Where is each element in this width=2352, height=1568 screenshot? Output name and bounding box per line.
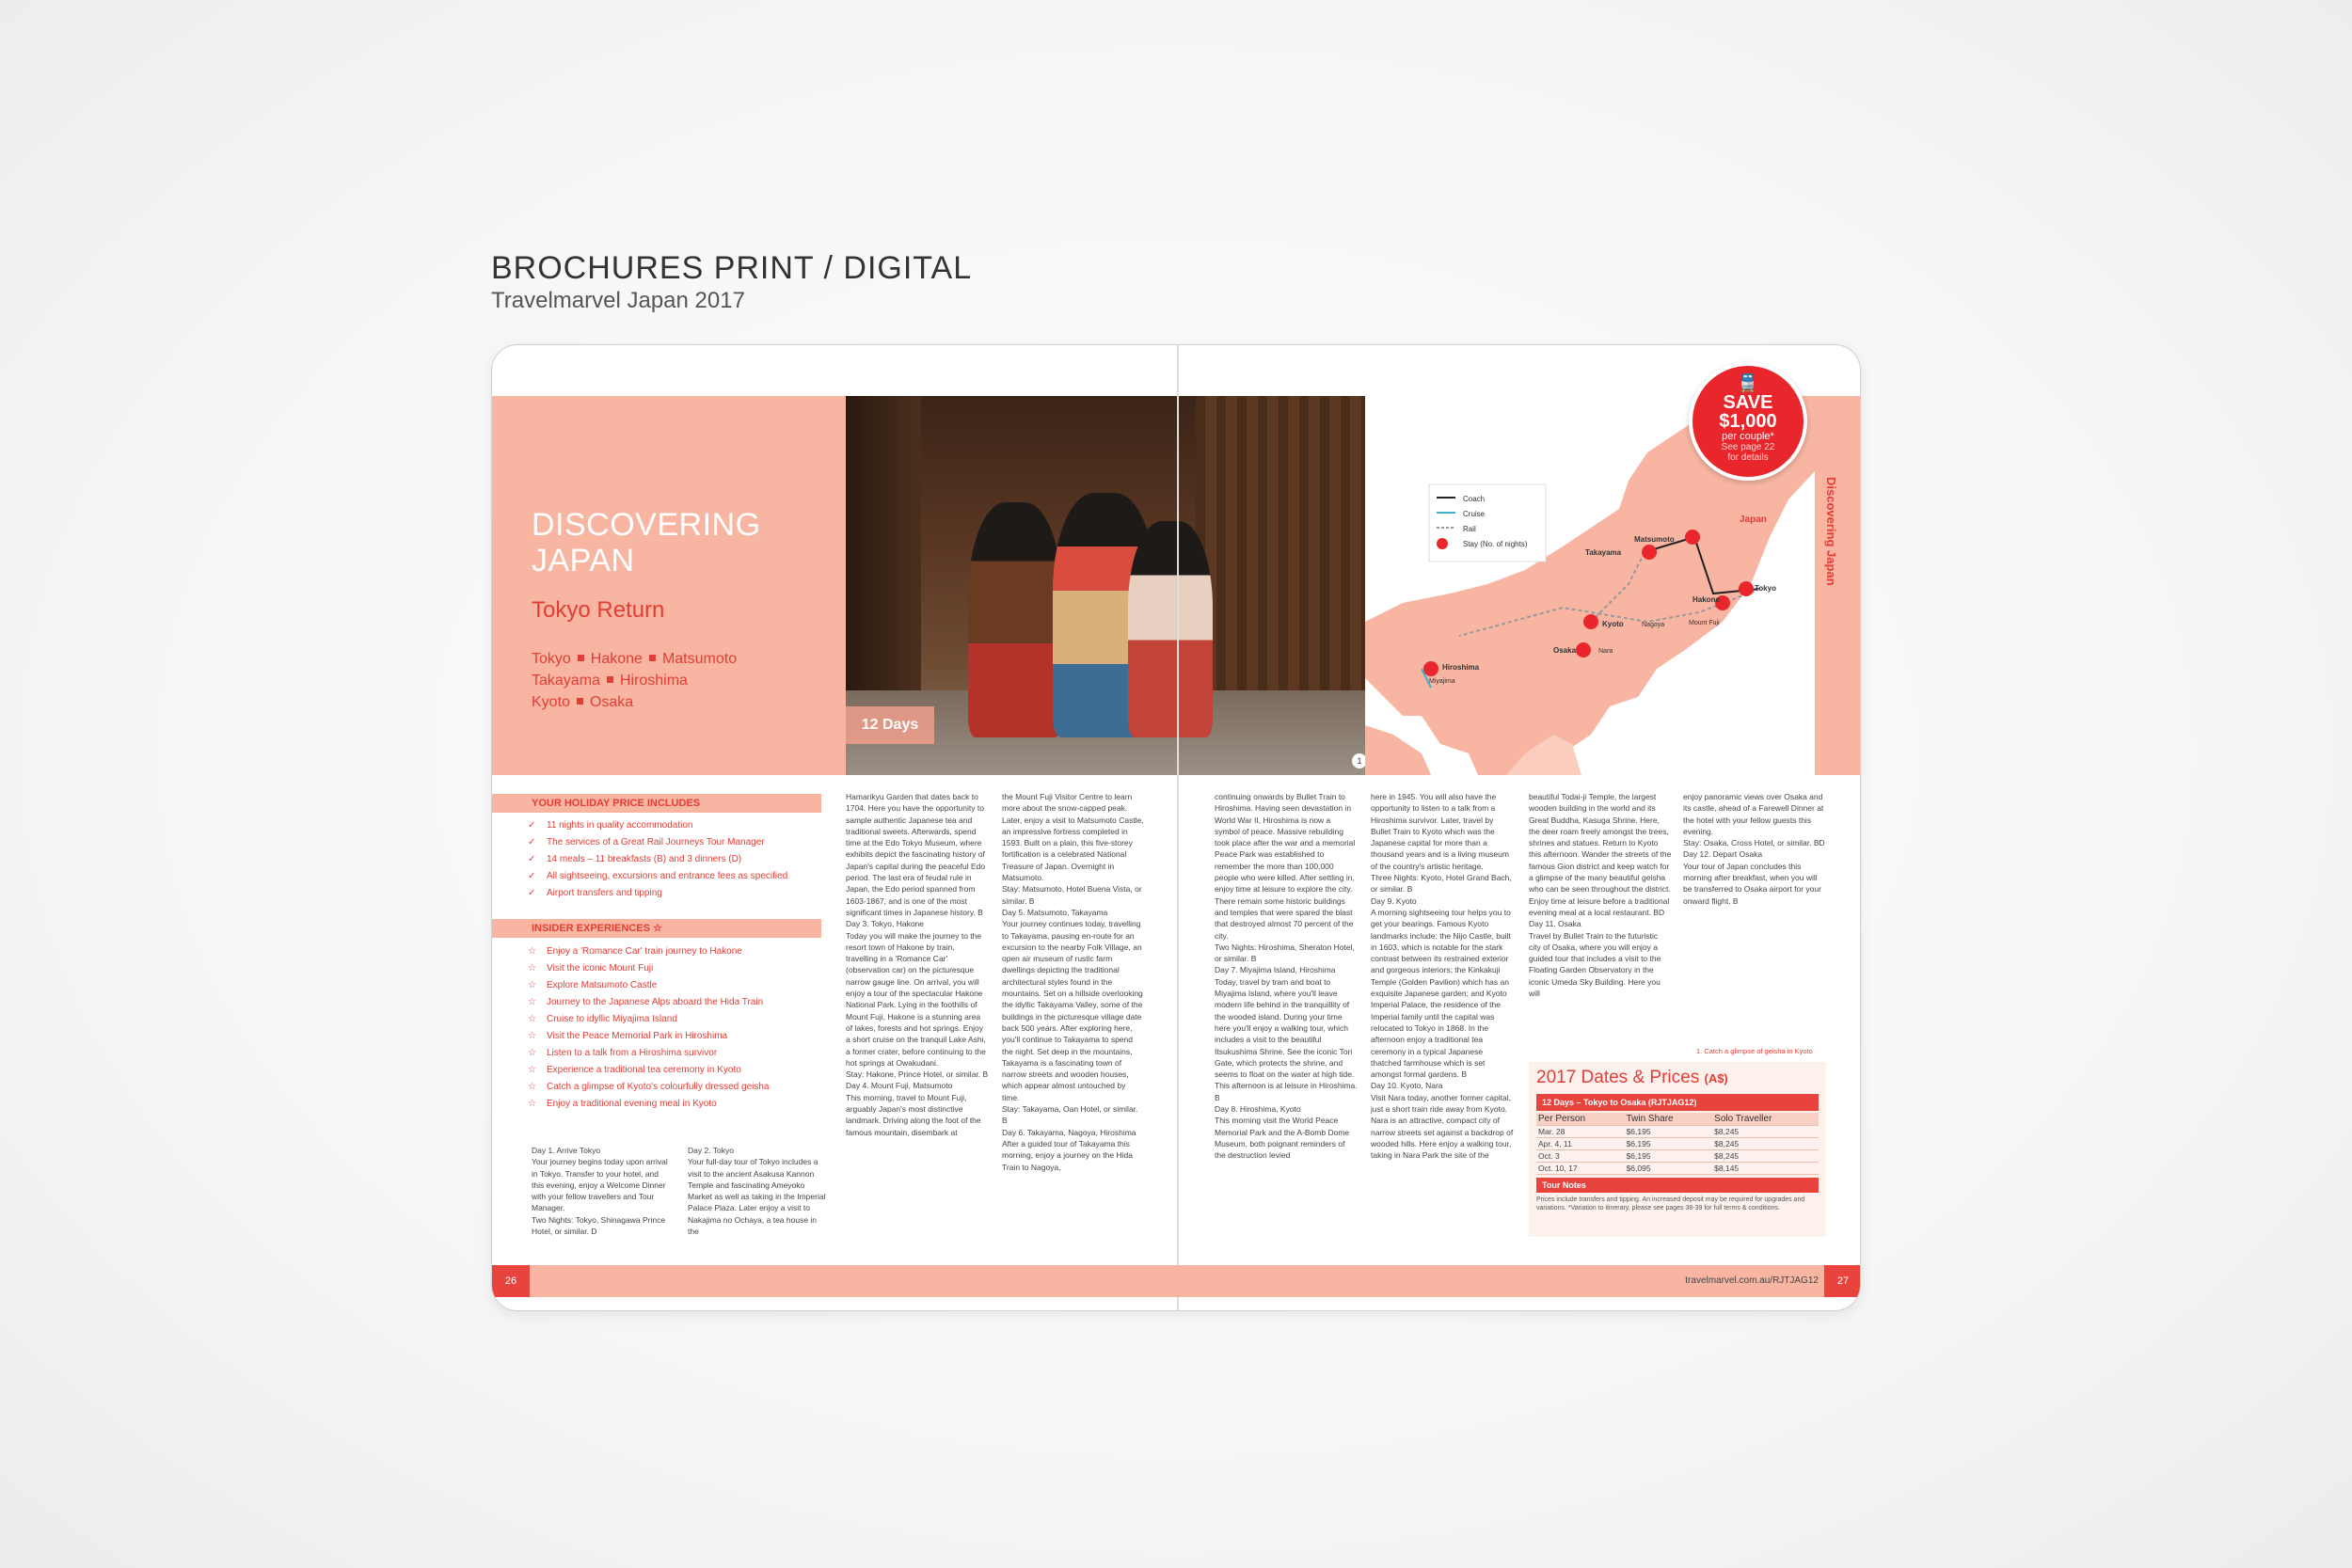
itinerary-col-3: Hamarikyu Garden that dates back to 1704. Here you have the opportunity to sample authentic Japanese tea and traditional sweets. Afterwards, spend time at the Edo Tokyo Museum, where exhibits depict the fascinating history of Japan's capital during the peaceful Edo period. The last era of feudal rule in Japan, the Edo period spanned from 1603-1867, and is one of the most significant times in Japanese history. B Day 3. Tokyo, Hakone Today you will make the journey to the resort town of Hakone by train, travelling in a 'Romance Car' (observation car) on the picturesque narrow gauge line. On arrival, you will enjoy a tour of the spectacular Hakone National Park. Lying in the foothills of Mount Fuji, Hakone is a stunning area of lakes, forests and hot springs. Enjoy a short cruise on the tranquil Lake Ashi, a former crater, before continuing to the hot springs at Owakudani. Stay: Hakone, Prince Hotel, or similar. B Day 4. Mount Fuji, Matsumoto This morning, travel to Mount Fuji, arguably Japan's most distinctive landmark. Driving along the foot of the famous mountain, disembark at bbox=[846, 792, 989, 1137]
check-icon: ✓ bbox=[528, 871, 536, 881]
tour-row: 12 Days – Tokyo to Osaka (RJTJAG12) bbox=[1536, 1094, 1819, 1111]
includes-list bbox=[528, 817, 838, 902]
star-icon: ☆ bbox=[652, 923, 662, 934]
itinerary-col-2: Day 2. Tokyo Your full-day tour of Tokyo includes a visit to the ancient Asakusa Kannon Temple and fascinating Ameyoko Market as well as taking in the Imperial Palace Plaza. Later enjoy a visit to Nakajima no Ochaya, a tea house in the bbox=[688, 1146, 826, 1237]
itinerary-col-7: beautiful Todai-ji Temple, the largest wooden building in the world and its Great Buddha, Kasuga Shrine. Here, the deer roam freely amongst the trees, shrines and statues. Return to Kyoto this afternoon. Wander the streets of the famous Gion district and keep watch for a glimpse of the many beautiful geisha who can be seen throughout the district. Enjoy time at leisure before a traditional evening meal at a local restaurant. BD Day 11. Osaka Travel by Bullet Train to the futuristic city of Osaka, where you will enjoy a guided tour that includes a visit to the Floating Garden Observatory in the iconic Umeda Sky Building. Here you will bbox=[1529, 792, 1672, 999]
list-item: ☆ Enjoy a traditional evening meal in Kyoto bbox=[528, 1096, 838, 1113]
list-item: ✓ The services of a Great Rail Journeys Tour Manager bbox=[528, 834, 838, 851]
insider-heading: INSIDER EXPERIENCES ☆ bbox=[492, 919, 821, 938]
list-item: ☆ Journey to the Japanese Alps aboard the Hida Train bbox=[528, 994, 838, 1011]
city-name: Hakone bbox=[590, 651, 643, 667]
table-header: Per Person Twin Share Solo Traveller bbox=[1536, 1113, 1819, 1126]
star-icon: ☆ bbox=[528, 980, 536, 990]
map-label: Hakone bbox=[1692, 595, 1720, 604]
list-item: ✓ 11 nights in quality accommodation bbox=[528, 817, 838, 834]
map-label: Mount Fuji bbox=[1689, 620, 1720, 626]
table-row: Oct. 3 $6,195 $8,245 bbox=[1536, 1150, 1819, 1163]
star-icon: ☆ bbox=[528, 997, 536, 1007]
side-band-label: Discovering Japan bbox=[1824, 477, 1838, 586]
table-row: Oct. 10, 17 $6,095 $8,145 bbox=[1536, 1163, 1819, 1175]
list-item: ☆ Cruise to idyllic Miyajima Island bbox=[528, 1011, 838, 1028]
geisha-figure bbox=[968, 502, 1062, 737]
list-item: ✓ 14 meals – 11 breakfasts (B) and 3 dinners (D) bbox=[528, 851, 838, 868]
map-label: Nagoya bbox=[1642, 622, 1665, 628]
map-label: Tokyo bbox=[1755, 584, 1776, 593]
check-icon: ✓ bbox=[528, 837, 536, 847]
map-label: Takayama bbox=[1585, 548, 1622, 557]
map-label: Kyoto bbox=[1602, 620, 1624, 628]
page-title: BROCHURES PRINT / DIGITAL bbox=[491, 250, 973, 286]
list-item: ✓ All sightseeing, excursions and entrance fees as specified bbox=[528, 868, 838, 885]
list-item: ☆ Explore Matsumoto Castle bbox=[528, 977, 838, 994]
prices-title: 2017 Dates & Prices (A$) bbox=[1536, 1068, 1728, 1087]
insider-list bbox=[528, 943, 838, 1113]
geisha-figure bbox=[1128, 521, 1213, 737]
list-item: ☆ Catch a glimpse of Kyoto's colourfully dressed geisha bbox=[528, 1079, 838, 1096]
list-item: ✓ Airport transfers and tipping bbox=[528, 885, 838, 902]
star-icon: ☆ bbox=[528, 946, 536, 957]
list-item: ☆ Enjoy a 'Romance Car' train journey to Hakone bbox=[528, 943, 838, 960]
hero-route: Tokyo Return bbox=[532, 597, 665, 623]
hero-title: DISCOVERING JAPAN bbox=[532, 507, 761, 578]
page-number-left: 26 bbox=[492, 1265, 530, 1297]
city-name: Hiroshima bbox=[619, 673, 688, 689]
separator-square-icon bbox=[578, 655, 584, 661]
page-subtitle: Travelmarvel Japan 2017 bbox=[491, 288, 745, 313]
check-icon: ✓ bbox=[528, 820, 536, 831]
table-row: Mar. 28 $6,195 $8,245 bbox=[1536, 1126, 1819, 1138]
list-item: ☆ Visit the Peace Memorial Park in Hiroshima bbox=[528, 1028, 838, 1045]
svg-text:Japan: Japan bbox=[1740, 515, 1767, 525]
city-name: Osaka bbox=[589, 694, 634, 710]
star-icon: ☆ bbox=[528, 1099, 536, 1109]
itinerary-col-4: the Mount Fuji Visitor Centre to learn more about the snow-capped peak. Later, enjoy a visit to Matsumoto Castle, an impressive fortress completed in 1593. Built on a plain, this five-storey fortification is a celebrated National Treasure of Japan. Overnight in Matsumoto. Stay: Matsumoto, Hotel Buena Vista, or similar. B Day 5. Matsumoto, Takayama Your journey continues today, travelling to Takayama, pausing en-route for an excursion to the nearby Folk Village, an open air museum of rustic farm dwellings depicting the traditional architectural styles found in the mountains. Set on a hillside overlooking the idyllic Takayama Valley, some of the buildings in the picturesque village date back 500 years. After exploring here, you'll continue to Takayama to spend the night. Set deep in the mountains, Takayama is a fascinating town of narrow streets and wooden houses, which appear almost untouched by time. Stay: Takayama, Oan Hotel, or similar. B Day 6. Takayama, Nagoya, Hiroshima After a guided tour of Takayama this morning, enjoy a journey on the Hida Train to Nagoya, bbox=[1002, 792, 1144, 1172]
map-label: Osaka bbox=[1553, 646, 1577, 655]
tour-notes-heading: Tour Notes bbox=[1536, 1178, 1819, 1193]
itinerary-col-1: Day 1. Arrive Tokyo Your journey begins today upon arrival in Tokyo. Transfer to your hotel, and this evening, enjoy a Welcome Dinner with your fellow travellers and Tour Manager. Two Nights: Tokyo, Shinagawa Prince Hotel, or similar. D bbox=[532, 1146, 668, 1237]
city-name: Matsumoto bbox=[661, 651, 738, 667]
city-name: Kyoto bbox=[532, 694, 570, 710]
prices-table bbox=[1536, 1113, 1819, 1175]
star-icon: ☆ bbox=[528, 1082, 536, 1092]
list-item: ☆ Visit the iconic Mount Fuji bbox=[528, 960, 838, 977]
tour-notes-text: Prices include transfers and tipping. An increased deposit may be required for upgrades and variations. *Variation to itinerary, please see pages 38-39 for full terms & conditions. bbox=[1536, 1196, 1805, 1212]
hero-panel bbox=[492, 396, 846, 775]
star-icon: ☆ bbox=[528, 1065, 536, 1075]
city-name: Takayama bbox=[532, 673, 600, 689]
itinerary-col-5: continuing onwards by Bullet Train to Hiroshima. Having seen devastation in World War II, Hiroshima is now a symbol of peace. Massive rebuilding took place after the war and a memorial Peace Park was established to remember the more than 100,000 people who were killed. After settling in, enjoy time at leisure to explore the city. There remain some historic buildings and temples that were spared the blast that destroyed almost 70 percent of the city. Two Nights: Hiroshima, Sheraton Hotel, or similar. B Day 7. Miyajima Island, Hiroshima Today, travel by tram and boat to Miyajima Island, where you'll leave modern life behind in the tranquillity of the wooded island. During your time here you'll enjoy a walking tour, which includes a visit to the beautiful Itsukushima Shrine. See the iconic Tori Gate, which protects the shrine, and seems to float on the water at high tide. This afternoon is at leisure in Hiroshima. B Day 8. Hiroshima, Kyoto This morning visit the World Peace Memorial Park and the A-Bomb Dome Museum, both poignant reminders of the destruction levied bbox=[1215, 792, 1358, 1161]
star-icon: ☆ bbox=[528, 1048, 536, 1058]
separator-square-icon bbox=[607, 676, 613, 683]
photo-number: 1 bbox=[1352, 753, 1367, 768]
map-label: Miyajima bbox=[1429, 678, 1455, 685]
map-label: Hiroshima bbox=[1442, 663, 1480, 672]
spine-fold bbox=[1177, 345, 1179, 1310]
list-item: ☆ Experience a traditional tea ceremony in Kyoto bbox=[528, 1062, 838, 1079]
footer-url: travelmarvel.com.au/RJTJAG12 bbox=[1685, 1275, 1819, 1286]
star-icon: ☆ bbox=[528, 963, 536, 974]
map-label: Matsumoto bbox=[1634, 535, 1675, 544]
separator-square-icon bbox=[577, 698, 583, 705]
page-number-right: 27 bbox=[1824, 1265, 1861, 1297]
days-badge: 12 Days bbox=[846, 706, 934, 744]
photo-caption: 1. Catch a glimpse of geisha in Kyoto bbox=[1696, 1047, 1813, 1055]
hero-cities bbox=[532, 648, 823, 713]
brochure-spread bbox=[491, 344, 1861, 1311]
list-item: ☆ Listen to a talk from a Hiroshima survivor bbox=[528, 1045, 838, 1062]
star-icon: ☆ bbox=[528, 1014, 536, 1024]
itinerary-col-8: enjoy panoramic views over Osaka and its castle, ahead of a Farewell Dinner at the hotel with your fellow guests this evening. Stay: Osaka, Cross Hotel, or similar. BD Day 12. Depart Osaka Your tour of Japan concludes this morning after breakfast, when you will be transferred to Osaka airport for your onward flight. B bbox=[1683, 792, 1825, 906]
table-row: Apr. 4, 11 $6,195 $8,245 bbox=[1536, 1138, 1819, 1150]
star-icon: ☆ bbox=[528, 1031, 536, 1041]
map-label: Nara bbox=[1598, 648, 1613, 655]
check-icon: ✓ bbox=[528, 854, 536, 864]
includes-heading: YOUR HOLIDAY PRICE INCLUDES bbox=[492, 794, 821, 813]
separator-square-icon bbox=[649, 655, 656, 661]
city-name: Tokyo bbox=[532, 651, 571, 667]
check-icon: ✓ bbox=[528, 888, 536, 898]
map-legend: Coach Cruise Rail Stay (No. of nights) bbox=[1463, 495, 1528, 548]
save-badge: 🚆 SAVE $1,000 per couple* See page 22 for details bbox=[1689, 362, 1807, 481]
itinerary-col-6: here in 1945. You will also have the opportunity to listen to a talk from a Hiroshima survivor. Later, travel by Bullet Train to Kyoto which was the Japanese capital for more than a thousand years and is a living museum of the country's artistic heritage. Three Nights: Kyoto, Hotel Grand Bach, or similar. B Day 9. Kyoto A morning sightseeing tour helps you to get your bearings. Famous Kyoto landmarks include: the Nijo Castle, built in 1603, which is notable for the stark contrast between its restrained exterior and gorgeous interiors; the Kinkakuji Temple (Golden Pavilion) which has an exquisite Japanese garden; and Kyoto Imperial Palace, the residence of the Imperial family until the capital was relocated to Tokyo in 1868. In the afternoon enjoy a traditional tea ceremony in a typical Japanese thatched farmhouse which is set amongst formal gardens. B Day 10. Kyoto, Nara Visit Nara today, another former capital, just a short train ride away from Kyoto. Nara is an attractive, compact city of narrow streets set against a backdrop of wooded hills. Here enjoy a walking tour, taking in Nara Park the site of the bbox=[1371, 792, 1514, 1161]
train-icon: 🚆 bbox=[1737, 373, 1759, 392]
prices-box bbox=[1529, 1062, 1826, 1237]
